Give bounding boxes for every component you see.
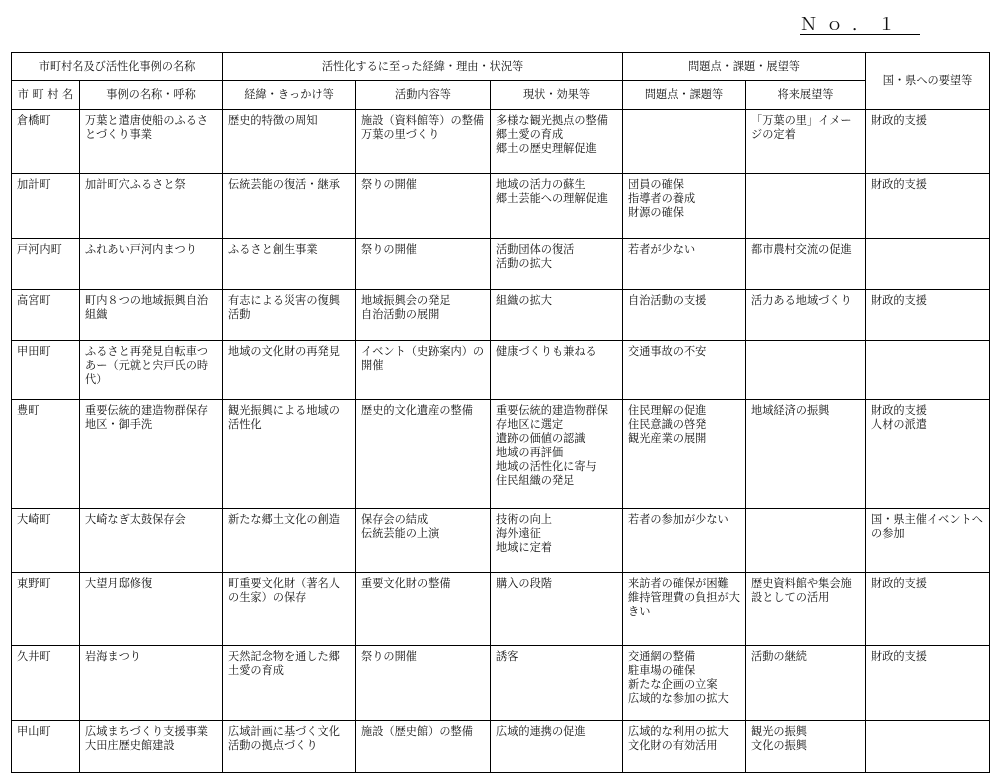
cell-case: 岩海まつり xyxy=(80,646,223,721)
cell-town: 戸河内町 xyxy=(12,239,80,290)
cell-activity: イベント（史跡案内）の開催 xyxy=(356,341,491,400)
cell-activity: 地域振興会の発足 自治活動の展開 xyxy=(356,290,491,341)
cell-effect: 活動団体の復活 活動の拡大 xyxy=(491,239,623,290)
cell-activity: 祭りの開催 xyxy=(356,174,491,239)
cell-effect: 地域の活力の蘇生 郷土芸能への理解促進 xyxy=(491,174,623,239)
cell-effect: 購入の段階 xyxy=(491,573,623,646)
header-future: 将来展望等 xyxy=(746,81,866,110)
table-row xyxy=(12,509,990,573)
cell-future xyxy=(746,174,866,239)
cell-effect: 多様な観光拠点の整備 郷土愛の育成 郷土の歴史理解促進 xyxy=(491,110,623,174)
header-issues: 問題点・課題等 xyxy=(623,81,746,110)
cell-town: 加計町 xyxy=(12,174,80,239)
cell-town: 大崎町 xyxy=(12,509,80,573)
cell-future: 都市農村交流の促進 xyxy=(746,239,866,290)
cell-effect: 組織の拡大 xyxy=(491,290,623,341)
cell-case: ふれあい戸河内まつり xyxy=(80,239,223,290)
case-table xyxy=(11,52,990,773)
cell-case: 大望月邸修復 xyxy=(80,573,223,646)
header-case: 事例の名称・呼称 xyxy=(80,81,223,110)
cell-trigger: 伝統芸能の復活・継承 xyxy=(223,174,356,239)
cell-case: 重要伝統的建造物群保存地区・御手洗 xyxy=(80,400,223,509)
cell-effect: 健康づくりも兼ねる xyxy=(491,341,623,400)
cell-trigger: 広域計画に基づく文化活動の拠点づくり xyxy=(223,721,356,773)
cell-town: 東野町 xyxy=(12,573,80,646)
cell-future: 「万葉の里」イメージの定着 xyxy=(746,110,866,174)
cell-request: 国・県主催イベントへの参加 xyxy=(866,509,990,573)
cell-activity: 祭りの開催 xyxy=(356,646,491,721)
cell-issues: 住民理解の促進 住民意識の啓発 観光産業の展開 xyxy=(623,400,746,509)
cell-request: 財政的支援 xyxy=(866,646,990,721)
header-row-groups xyxy=(12,53,990,81)
header-request: 国・県への要望等 xyxy=(866,53,990,110)
cell-case: 広域まちづくり支援事業 大田庄歴史館建設 xyxy=(80,721,223,773)
cell-future xyxy=(746,341,866,400)
cell-case: 万葉と遣唐使船のふるさとづくり事業 xyxy=(80,110,223,174)
cell-case: ふるさと再発見自転車つあー（元就と宍戸氏の時代） xyxy=(80,341,223,400)
header-town: 市 町 村 名 xyxy=(12,81,80,110)
header-effect: 現状・効果等 xyxy=(491,81,623,110)
cell-request: 財政的支援 xyxy=(866,174,990,239)
cell-activity: 重要文化財の整備 xyxy=(356,573,491,646)
cell-issues: 交通事故の不安 xyxy=(623,341,746,400)
cell-request: 財政的支援 xyxy=(866,573,990,646)
cell-trigger: 天然記念物を通した郷土愛の育成 xyxy=(223,646,356,721)
cell-effect: 重要伝統的建造物群保存地区に選定 遺跡の価値の認識 地域の再評価 地域の活性化に寄与 住民組織の発足 xyxy=(491,400,623,509)
header-group-problems: 問題点・課題・展望等 xyxy=(623,53,866,81)
cell-future: 活力ある地域づくり xyxy=(746,290,866,341)
cell-future xyxy=(746,509,866,573)
table-row xyxy=(12,110,990,174)
page-number: Ｎｏ．１ xyxy=(800,16,920,35)
table-row xyxy=(12,290,990,341)
header-activity: 活動内容等 xyxy=(356,81,491,110)
cell-activity: 歴史的文化遺産の整備 xyxy=(356,400,491,509)
cell-issues: 自治活動の支援 xyxy=(623,290,746,341)
cell-issues: 来訪者の確保が困難 維持管理費の負担が大きい xyxy=(623,573,746,646)
cell-issues: 若者の参加が少ない xyxy=(623,509,746,573)
cell-issues: 交通網の整備 駐車場の確保 新たな企画の立案 広域的な参加の拡大 xyxy=(623,646,746,721)
cell-issues: 広域的な利用の拡大 文化財の有効活用 xyxy=(623,721,746,773)
cell-future: 歴史資料館や集会施設としての活用 xyxy=(746,573,866,646)
header-group-name: 市町村名及び活性化事例の名称 xyxy=(12,53,223,81)
cell-request xyxy=(866,341,990,400)
cell-town: 豊町 xyxy=(12,400,80,509)
cell-request xyxy=(866,239,990,290)
cell-issues: 若者が少ない xyxy=(623,239,746,290)
cell-trigger: ふるさと創生事業 xyxy=(223,239,356,290)
table-row xyxy=(12,721,990,773)
cell-request: 財政的支援 xyxy=(866,290,990,341)
cell-town: 甲山町 xyxy=(12,721,80,773)
cell-town: 甲田町 xyxy=(12,341,80,400)
cell-future: 地域経済の振興 xyxy=(746,400,866,509)
header-trigger: 経緯・きっかけ等 xyxy=(223,81,356,110)
cell-trigger: 町重要文化財（著名人の生家）の保存 xyxy=(223,573,356,646)
cell-trigger: 有志による災害の復興活動 xyxy=(223,290,356,341)
table-row xyxy=(12,239,990,290)
cell-trigger: 歴史的特徴の周知 xyxy=(223,110,356,174)
cell-request xyxy=(866,721,990,773)
cell-trigger: 地域の文化財の再発見 xyxy=(223,341,356,400)
cell-effect: 広域的連携の促進 xyxy=(491,721,623,773)
cell-activity: 施設（資料館等）の整備 万葉の里づくり xyxy=(356,110,491,174)
header-group-background: 活性化するに至った経緯・理由・状況等 xyxy=(223,53,623,81)
cell-issues xyxy=(623,110,746,174)
cell-case: 加計町穴ふるさと祭 xyxy=(80,174,223,239)
table-row xyxy=(12,646,990,721)
table-row xyxy=(12,174,990,239)
table-row xyxy=(12,341,990,400)
cell-issues: 団員の確保 指導者の養成 財源の確保 xyxy=(623,174,746,239)
cell-trigger: 観光振興による地域の活性化 xyxy=(223,400,356,509)
cell-town: 久井町 xyxy=(12,646,80,721)
cell-request: 財政的支援 人材の派遣 xyxy=(866,400,990,509)
cell-activity: 保存会の結成 伝統芸能の上演 xyxy=(356,509,491,573)
cell-town: 倉橋町 xyxy=(12,110,80,174)
table-row xyxy=(12,400,990,509)
cell-future: 活動の継続 xyxy=(746,646,866,721)
cell-case: 町内８つの地域振興自治組織 xyxy=(80,290,223,341)
cell-future: 観光の振興 文化の振興 xyxy=(746,721,866,773)
table-row xyxy=(12,573,990,646)
cell-activity: 施設（歴史館）の整備 xyxy=(356,721,491,773)
cell-activity: 祭りの開催 xyxy=(356,239,491,290)
cell-effect: 技術の向上 海外遠征 地域に定着 xyxy=(491,509,623,573)
cell-effect: 誘客 xyxy=(491,646,623,721)
cell-case: 大崎なぎ太鼓保存会 xyxy=(80,509,223,573)
cell-trigger: 新たな郷土文化の創造 xyxy=(223,509,356,573)
header-row-columns xyxy=(12,81,990,110)
cell-request: 財政的支援 xyxy=(866,110,990,174)
cell-town: 高宮町 xyxy=(12,290,80,341)
